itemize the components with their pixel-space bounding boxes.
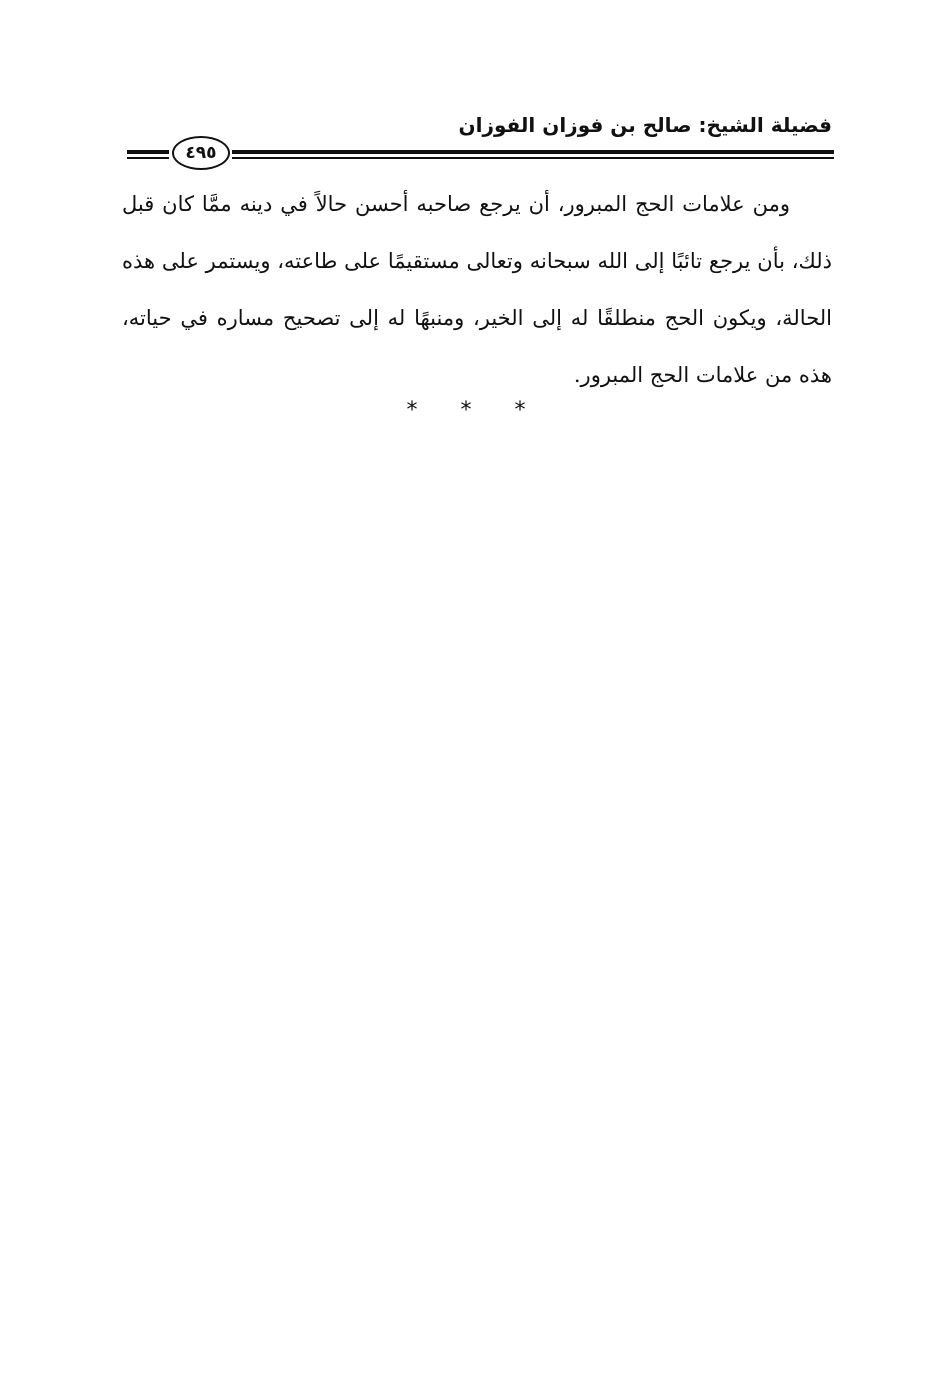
body-paragraph: ومن علامات الحج المبرور، أن يرجع صاحبه أحسن حالاً في دينه ممَّا كان قبل ذلك، بأن يرجع تائبًا إلى الله سبحانه وتعالى مستقيمًا على طاعته، ويستمر على هذه الحالة، ويكون الحج منطلقًا له إلى الخير، ومنبهًا له إلى تصحيح مساره في حياته، هذه من علامات الحج المبرور. xyxy=(122,192,832,387)
section-separator: * * * xyxy=(406,398,544,423)
header-rule-left-thick xyxy=(127,150,169,154)
header-rule-left-thin xyxy=(127,157,169,159)
page-number: ٤٩٥ xyxy=(172,136,230,170)
header-rule-right-thick xyxy=(232,150,834,154)
header-rule-right-thin xyxy=(232,157,834,159)
running-header-title: فضيلة الشيخ: صالح بن فوزان الفوزان xyxy=(458,113,832,137)
